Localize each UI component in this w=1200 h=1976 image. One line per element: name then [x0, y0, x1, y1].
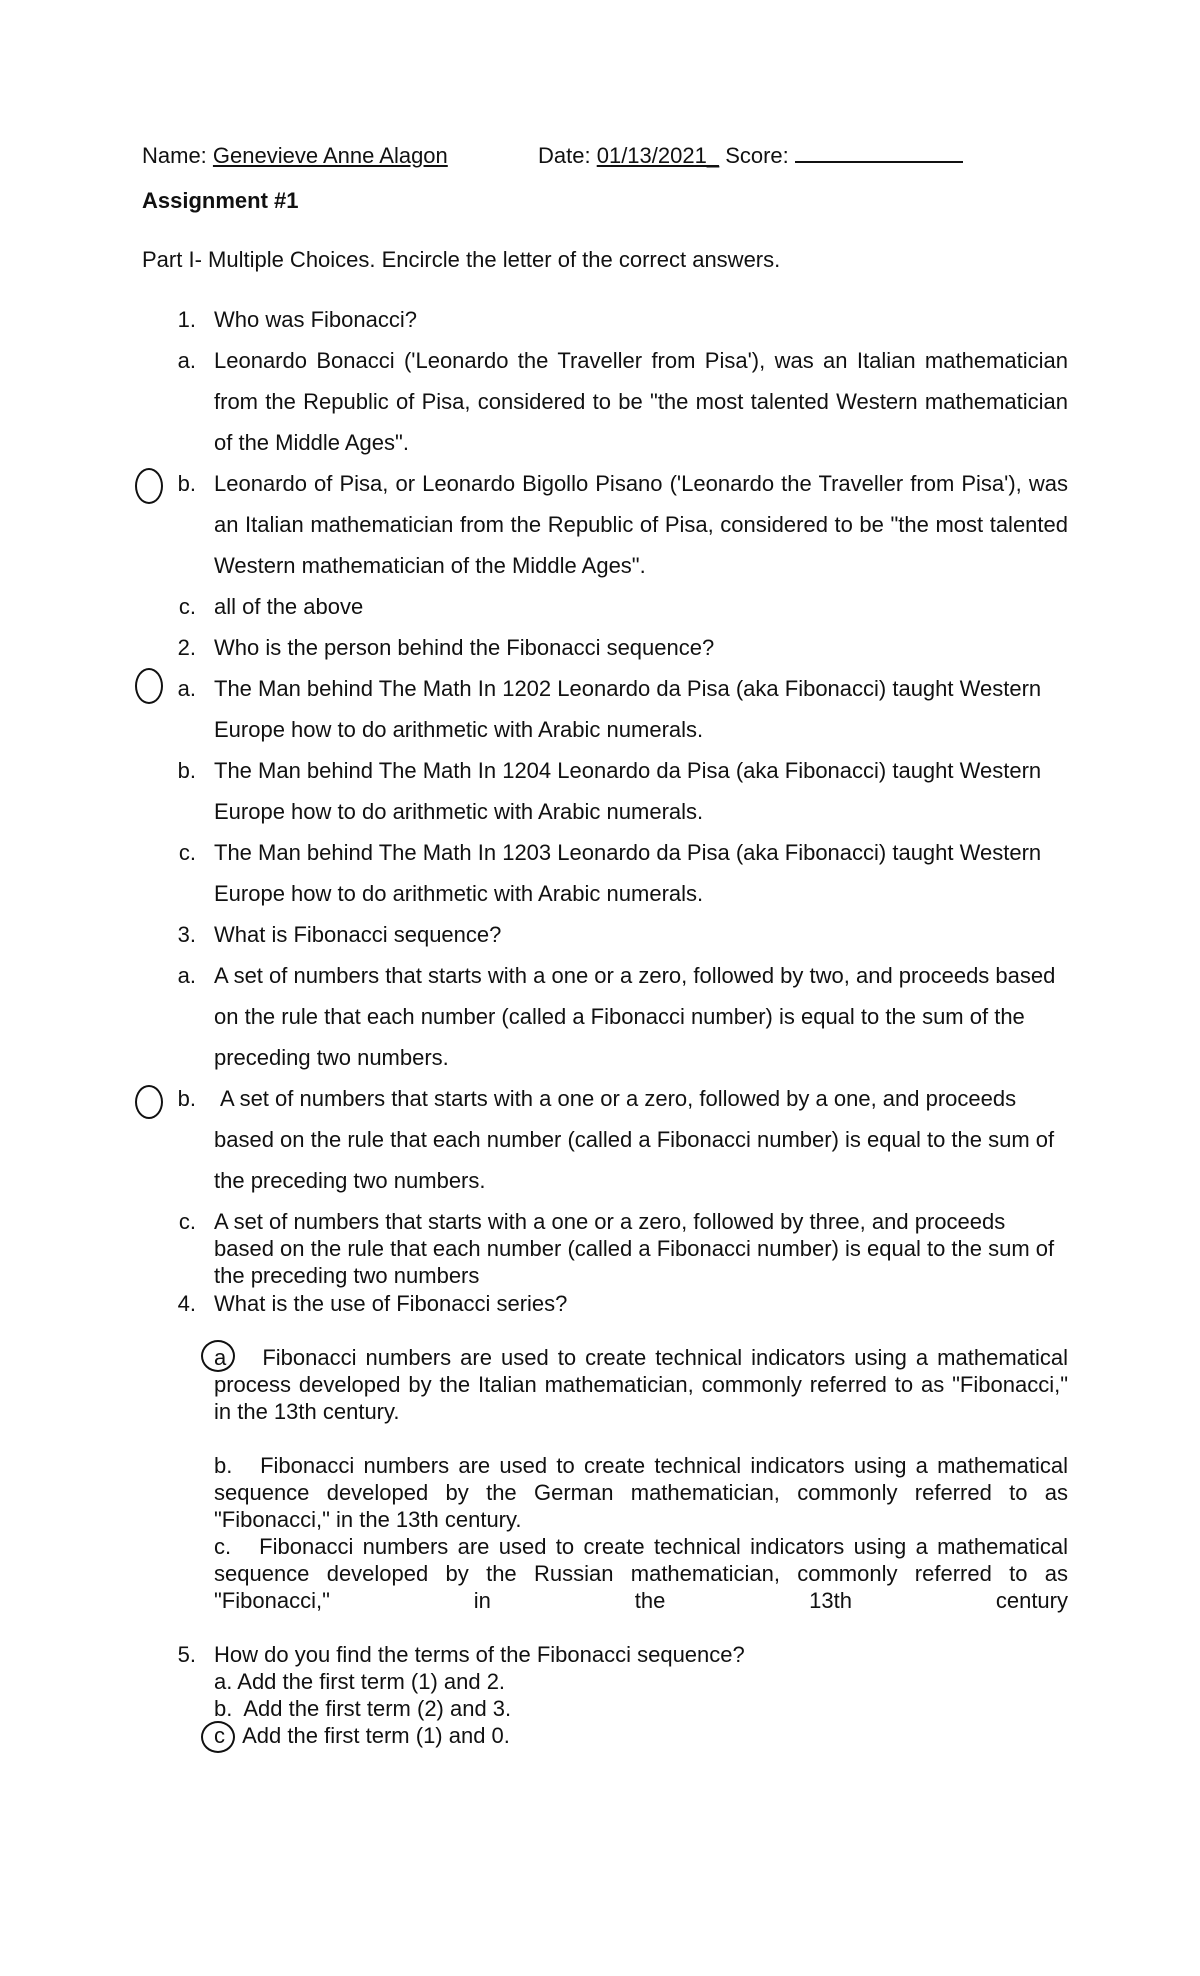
- name-label: Name:: [142, 143, 207, 168]
- option-text: The Man behind The Math In 1203 Leonardo da Pisa (aka Fibonacci) taught Western Europe how to do arithmetic with Arabic numerals.: [214, 840, 1042, 906]
- option-text: all of the above: [214, 594, 364, 619]
- option-letter: a.: [177, 676, 196, 701]
- option-letter: c.: [178, 840, 196, 865]
- question-text: Who is the person behind the Fibonacci sequence?: [214, 635, 715, 660]
- date-label: Date:: [538, 143, 591, 168]
- option-letter: c.: [178, 1209, 196, 1234]
- option-letter: b.: [177, 471, 196, 496]
- option-text: Fibonacci numbers are used to create technical indicators using a mathematical sequence developed by the German mathematician, commonly referred to as "Fibonacci," in the 13th century.: [214, 1453, 1068, 1532]
- option-letter: a.: [177, 348, 196, 373]
- date-score-line: [538, 142, 963, 169]
- assignment-title: Assignment #1: [142, 188, 299, 213]
- question-number: 3.: [177, 922, 196, 947]
- option-item: [214, 1722, 510, 1749]
- option-text: Fibonacci numbers are used to create technical indicators using a mathematical process developed by the Italian mathematician, commonly referred to as "Fibonacci," in the 13th century.: [214, 1345, 1068, 1424]
- question-text: How do you find the terms of the Fibonacci sequence?: [214, 1642, 745, 1667]
- question-text: What is the use of Fibonacci series?: [214, 1291, 568, 1316]
- question-number: 2.: [177, 635, 196, 660]
- option-item: [214, 1695, 511, 1722]
- question-number: 4.: [177, 1291, 196, 1316]
- score-blank: [795, 143, 963, 163]
- option-item: [214, 1533, 1068, 1614]
- question-text: Who was Fibonacci?: [214, 307, 417, 332]
- option-text: Fibonacci numbers are used to create technical indicators using a mathematical sequence developed by the Russian mathematician, commonly referred to as "Fibonacci," in the 13th century: [214, 1534, 1069, 1613]
- score-label: Score:: [725, 143, 789, 168]
- option-text: A set of numbers that starts with a one or a zero, followed by a one, and proceeds based on the rule that each number (called a Fibonacci number) is equal to the sum of the preceding two numbers.: [214, 1086, 1055, 1193]
- option-text: Add the first term (1) and 2.: [237, 1669, 506, 1694]
- option-text: A set of numbers that starts with a one or a zero, followed by three, and proceeds based on the rule that each number (called a Fibonacci number) is equal to the sum of the preceding two numbers: [214, 1209, 1055, 1288]
- option-letter: b.: [214, 1453, 233, 1478]
- option-text: Leonardo Bonacci ('Leonardo the Traveller from Pisa'), was an Italian mathematician from the Republic of Pisa, considered to be "the most talented Western mathematician of the Middle Ages".: [214, 348, 1068, 455]
- question-text: What is Fibonacci sequence?: [214, 922, 502, 947]
- option-letter: b.: [177, 758, 196, 783]
- name-line: [142, 142, 448, 169]
- option-letter: a.: [177, 963, 196, 988]
- option-text: Leonardo of Pisa, or Leonardo Bigollo Pisano ('Leonardo the Traveller from Pisa'), was an Italian mathematician from the Republic of Pisa, considered to be "the most talented Western mathematician of the Middle Ages".: [214, 471, 1068, 578]
- option-item: [214, 1668, 505, 1695]
- option-letter: a.: [214, 1669, 233, 1694]
- name-value: Genevieve Anne Alagon: [212, 143, 448, 168]
- option-letter: b.: [177, 1086, 196, 1111]
- option-letter: b.: [214, 1696, 233, 1721]
- option-letter: a: [214, 1345, 227, 1370]
- option-letter: c: [214, 1723, 225, 1748]
- option-text: Add the first term (1) and 0.: [242, 1723, 510, 1748]
- option-item: [214, 1452, 1068, 1533]
- option-text: The Man behind The Math In 1202 Leonardo da Pisa (aka Fibonacci) taught Western Europe how to do arithmetic with Arabic numerals.: [214, 676, 1042, 742]
- option-letter: c.: [214, 1534, 232, 1559]
- option-text: Add the first term (2) and 3.: [243, 1696, 512, 1721]
- option-text: A set of numbers that starts with a one or a zero, followed by two, and proceeds based on the rule that each number (called a Fibonacci number) is equal to the sum of the preceding two numbers.: [214, 963, 1056, 1070]
- instructions: Part I- Multiple Choices. Encircle the letter of the correct answers.: [142, 247, 781, 272]
- question-number: 5.: [177, 1642, 196, 1667]
- option-letter: c.: [178, 594, 196, 619]
- option-item: [214, 1344, 1068, 1425]
- question-number: 1.: [177, 307, 196, 332]
- option-text: The Man behind The Math In 1204 Leonardo da Pisa (aka Fibonacci) taught Western Europe how to do arithmetic with Arabic numerals.: [214, 758, 1042, 824]
- date-value: 01/13/2021_: [596, 143, 720, 168]
